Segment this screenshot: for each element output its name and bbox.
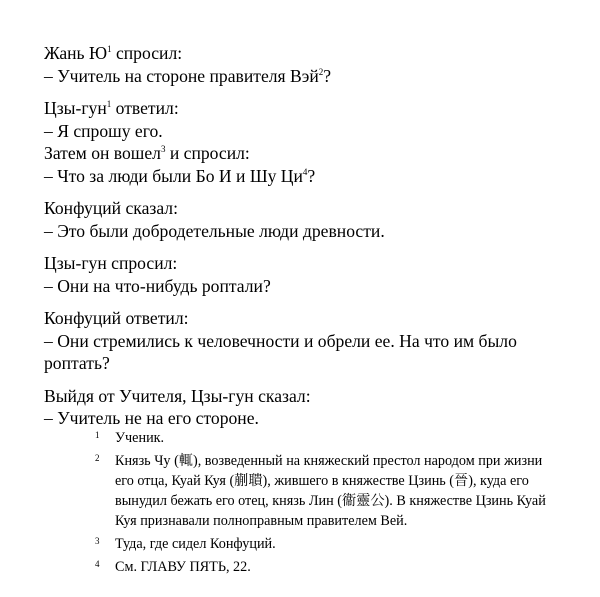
footnote-ref: 1: [107, 44, 112, 55]
footnote: [93, 534, 563, 554]
line-text: спросил:: [111, 43, 183, 63]
line-text: и спросил:: [165, 143, 250, 163]
footnote: [93, 451, 563, 531]
dialogue-line: – Это были добродетельные люди древности.: [44, 220, 385, 241]
footnote-number: 3: [95, 536, 100, 546]
dialogue-line: Конфуций сказал:: [44, 198, 178, 218]
line-text: ?: [307, 165, 316, 186]
paragraph-3: [44, 197, 584, 242]
dialogue-line: [44, 97, 584, 120]
footnote-text: См. ГЛАВУ ПЯТЬ, 22.: [115, 559, 251, 575]
paragraph-2: [44, 97, 584, 187]
footnote-number: 1: [95, 430, 100, 440]
footnote: [93, 557, 563, 577]
paragraph-5: [44, 307, 584, 375]
footnote-ref: 3: [160, 144, 166, 155]
footnote-text: Туда, где сидел Конфуций.: [115, 536, 276, 552]
paragraph-6: [44, 385, 584, 430]
dialogue-line: [44, 42, 584, 65]
paragraph-1: [44, 42, 584, 87]
footnotes: [93, 428, 563, 580]
line-text: – Учитель на стороне правителя Вэй: [44, 65, 319, 86]
dialogue-line: – Они на что-нибудь роптали?: [44, 275, 271, 296]
dialogue-line: – Я спрошу его.: [44, 120, 163, 141]
line-text: ответил:: [111, 98, 179, 118]
footnote-text: Ученик.: [115, 430, 165, 446]
dialogue-line: [44, 142, 584, 165]
footnote-ref: 2: [318, 66, 324, 77]
line-text: Цзы-гун: [44, 98, 107, 118]
dialogue-line: Конфуций ответил:: [44, 308, 189, 328]
dialogue-line: – Они стремились к человечности и обрели ее. На что им было роптать?: [44, 330, 517, 373]
dialogue-line: Выйдя от Учителя, Цзы-гун сказал:: [44, 385, 311, 406]
footnote-number: 2: [95, 453, 100, 463]
dialogue-line: – Учитель не на его стороне.: [44, 408, 259, 428]
line-text: – Что за люди были Бо И и Шу Ци: [44, 165, 303, 186]
footnote-ref: 1: [106, 99, 112, 110]
footnote-number: 4: [95, 559, 100, 569]
footnote-ref: 4: [302, 166, 308, 177]
line-text: Жань Ю: [44, 43, 108, 63]
dialogue-line: [44, 65, 584, 88]
document-body: [44, 42, 584, 440]
line-text: Затем он вошел: [44, 143, 161, 163]
footnote-text: Князь Чу (輒), возведенный на княжеский престол народом при жизни его отца, Куай Куя (蒯聵), жившего в княжестве Цзинь (晉), куда его вынудил бежать его отец, князь Лин (衞靈公). В княжестве Цзинь Куай Куя признавали полноправным правителем Вей.: [115, 453, 546, 529]
line-text: ?: [323, 65, 332, 86]
footnote: [93, 428, 563, 448]
paragraph-4: [44, 252, 584, 297]
dialogue-line: [44, 165, 584, 188]
dialogue-line: Цзы-гун спросил:: [44, 253, 178, 273]
